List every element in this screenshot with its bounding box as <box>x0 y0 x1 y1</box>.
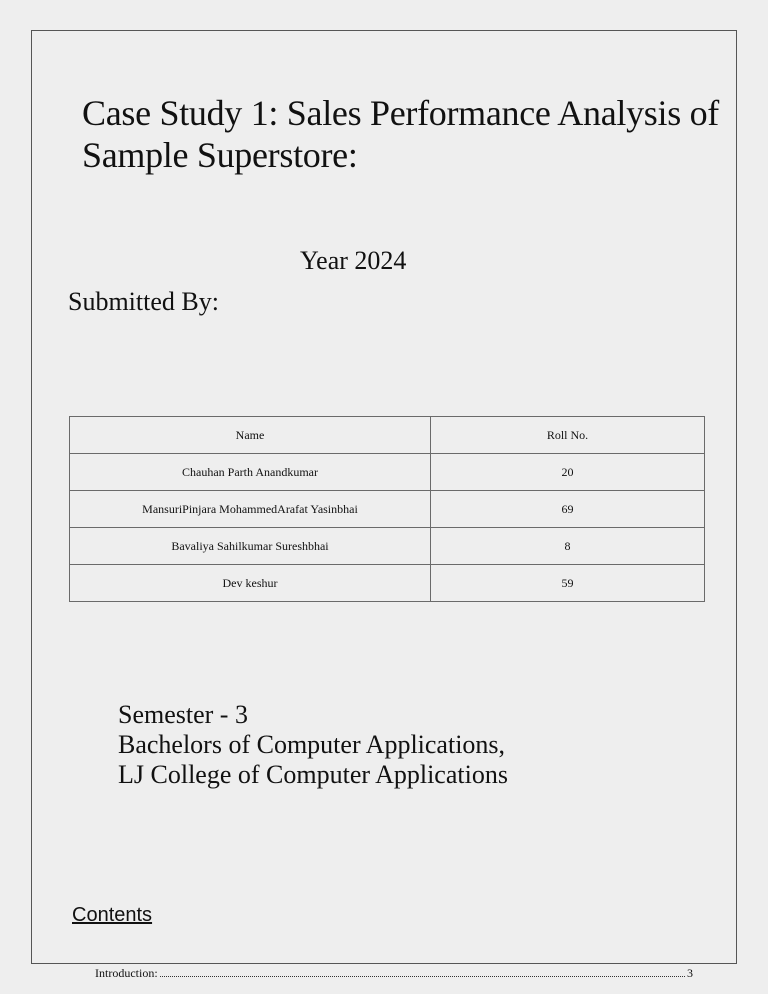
member-roll: 69 <box>431 491 705 528</box>
members-table <box>69 416 705 602</box>
table-row <box>70 565 705 602</box>
member-roll: 59 <box>431 565 705 602</box>
toc-entry-page: 3 <box>687 966 693 980</box>
toc-entry[interactable] <box>95 966 693 980</box>
table-row <box>70 528 705 565</box>
semester-block <box>118 700 508 790</box>
submitted-by-label: Submitted By: <box>68 287 219 316</box>
toc-entry-label: Introduction: <box>95 966 158 980</box>
toc-leader-dots <box>160 976 685 977</box>
table-header-row <box>70 417 705 454</box>
college-label: LJ College of Computer Applications <box>118 760 508 789</box>
document-title: Case Study 1: Sales Performance Analysis of Sample Superstore: <box>82 93 719 175</box>
table-row <box>70 491 705 528</box>
member-name: Dev keshur <box>70 565 431 602</box>
semester-label: Semester - 3 <box>118 700 248 729</box>
year-label: Year 2024 <box>300 246 407 275</box>
member-roll: 20 <box>431 454 705 491</box>
member-name: Chauhan Parth Anandkumar <box>70 454 431 491</box>
contents-heading: Contents <box>72 904 153 926</box>
member-name: Bavaliya Sahilkumar Sureshbhai <box>70 528 431 565</box>
member-roll: 8 <box>431 528 705 565</box>
member-name: MansuriPinjara MohammedArafat Yasinbhai <box>70 491 431 528</box>
program-label: Bachelors of Computer Applications, <box>118 730 506 759</box>
table-row <box>70 454 705 491</box>
header-name: Name <box>70 417 431 454</box>
header-roll: Roll No. <box>431 417 705 454</box>
